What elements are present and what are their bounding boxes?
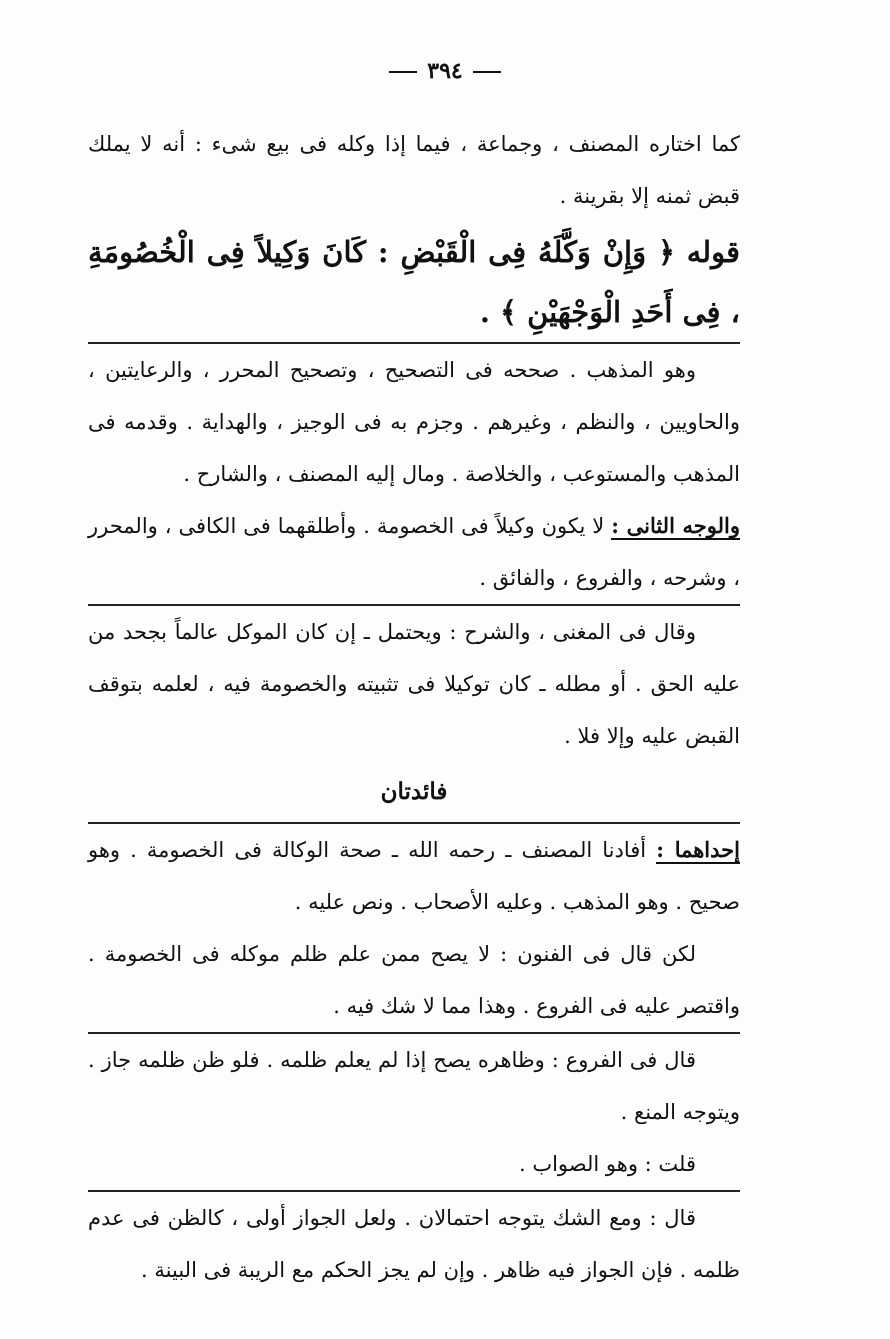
paragraph-2: وهو المذهب . صححه فى التصحيح ، وتصحيح المحرر ، والرعايتين ، والحاويين ، والنظم ، وغيرهم . وجزم به فى الوجيز ، والهداية . وقدمه فى المذهب والمستوعب ، والخلاصة . ومال إليه المصنف ، والشارح . <box>88 342 740 500</box>
page-header <box>0 58 890 84</box>
quote-label: قوله ﴿ <box>657 235 740 269</box>
header-dash-right <box>473 71 501 73</box>
paragraph-8: قلت : وهو الصواب . <box>518 1152 696 1176</box>
page-number: ٣٩٤ <box>427 58 463 84</box>
second-view-label: والوجه الثانى : <box>611 513 740 538</box>
paragraph-7: قال فى الفروع : وظاهره يصح إذا لم يعلم ظلمه . فلو ظن ظلمه جاز . ويتوجه المنع . <box>88 1032 740 1138</box>
paragraph-5-text: أفادنا المصنف ـ رحمه الله ـ صحة الوكالة فى الخصومة . وهو صحيح . وهو المذهب . وعليه الأصحاب . ونص عليه . <box>88 838 740 914</box>
header-dash-left <box>389 71 417 73</box>
quote-text: وَإِنْ وَكَّلَهُ فِى الْقَبْضِ : كَانَ وَكِيلاً فِى الْخُصُومَةِ ، فِى أَحَدِ الْوَجْهَيْنِ <box>88 235 740 329</box>
paragraph-3-text: لا يكون وكيلاً فى الخصومة . وأطلقهما فى الكافى ، والمحرر ، وشرحه ، والفروع ، والفائق . <box>88 514 740 590</box>
paragraph-4: وقال فى المغنى ، والشرح : ويحتمل ـ إن كان الموكل عالماً بجحد من عليه الحق . أو مطله ـ كان توكيلا فى تثبيته والخصومة فيه ، لعلمه بتوقف القبض عليه وإلا فلا . <box>88 604 740 762</box>
paragraph-6: لكن قال فى الفنون : لا يصح ممن علم ظلم موكله فى الخصومة . واقتصر عليه فى الفروع . وهذا مما لا شك فيه . <box>88 942 740 1018</box>
first-benefit-label: إحداهما : <box>656 837 740 862</box>
paragraph-1: كما اختاره المصنف ، وجماعة ، فيما إذا وكله فى بيع شىء : أنه لا يملك قبض ثمنه إلا بقرينة . <box>88 132 740 208</box>
quote-end: ﴾ . <box>479 295 517 329</box>
paragraph-5 <box>88 822 740 928</box>
paragraph-3 <box>88 500 740 604</box>
paragraph-9: قال : ومع الشك يتوجه احتمالان . ولعل الجواز أولى ، كالظن فى عدم ظلمه . فإن الجواز فيه ظاهر . وإن لم يجز الحكم مع الريبة فى البينة . <box>88 1190 740 1296</box>
quoted-matn <box>88 222 740 342</box>
page-body <box>88 118 740 1296</box>
section-title: فائدتان <box>380 778 448 805</box>
